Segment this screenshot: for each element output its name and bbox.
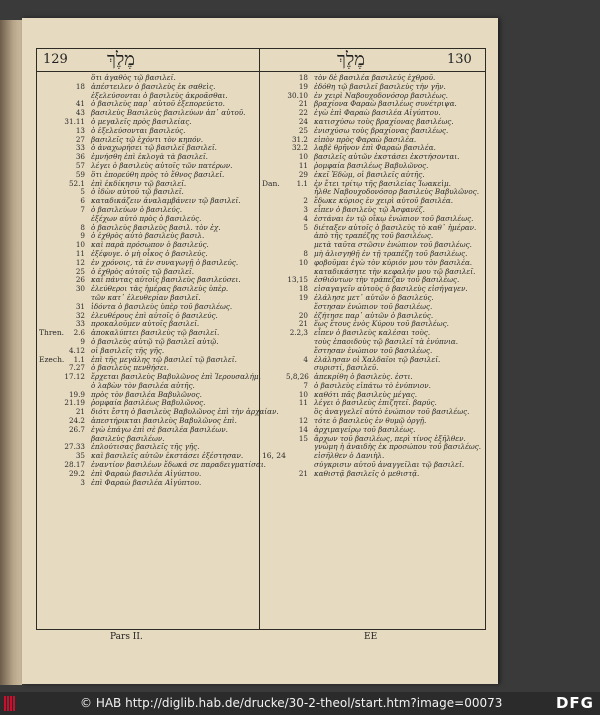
entry-text: ὁ βασιλεὺς εἰπάτω τὸ ἐνύπνιον. — [314, 380, 431, 390]
entry-text: φοβοῦμαι ἐγὼ τὸν κύριόν μου τὸν βασιλέα. — [314, 257, 473, 267]
entry-text: βασιλεῖς τῷ ἐχόντι τὸν κηπόν. — [91, 134, 204, 144]
verse-reference: 59 — [75, 169, 85, 179]
entry-text: ἐν χειρὶ Ναβουχοδονόσορ βασιλέως. — [314, 90, 448, 100]
verse-reference: 33 — [75, 319, 85, 329]
entry-text: ὅτι ἀγαθὸς τῷ βασιλεῖ. — [91, 73, 176, 82]
source-bar — [0, 692, 600, 715]
concordance-entry — [260, 470, 480, 479]
verse-reference: 13 — [75, 125, 85, 135]
verse-reference: 13,15 — [287, 275, 308, 285]
entry-text: τοὺς ἐπαοιδοὺς τῷ βασιλεῖ τὰ ἐνύπνια. — [314, 336, 459, 346]
verse-reference: 7 — [80, 204, 85, 214]
entry-text: ἐπὶ Φαραὼ βασιλέα Αἰγύπτου. — [91, 477, 202, 487]
verse-reference: 7.27 — [68, 363, 85, 373]
verse-reference: 24 — [298, 116, 308, 126]
entry-text: τὸν δὲ βασιλέα βασιλεύς ἐχθροῦ. — [314, 73, 436, 82]
verse-reference: 19 — [298, 292, 308, 302]
entry-text: ὁ ἐχθρὸς αὐτὸ βασιλεὺς βασιλ. — [91, 231, 205, 241]
entry-text: ἐξέφυγε. ὁ μὴ οἶκος ὁ βασιλεύς. — [91, 248, 208, 258]
entry-text: ὁ βασιλεύων ὁ βασιλεύς. — [91, 204, 183, 214]
entry-text: τῶν κατ᾽ ἐλευθερίαν βασιλεῖ. — [91, 292, 201, 302]
verse-reference: 19.9 — [68, 389, 85, 399]
entry-text: ἐλευθέρους ἐπὶ αὐτοῖς ὁ βασιλεύς. — [91, 310, 218, 320]
entry-text: καὶ βασιλεῖς αὐτῶν ἐκστάσει ἐξέστησαν. — [91, 451, 244, 461]
entry-text: ὁ λαβὼν τὸν βασιλέα αὐτῆς. — [91, 380, 195, 390]
entry-text: ἐσθιόντων τὴν τράπεζαν τοῦ βασιλέως. — [314, 275, 460, 285]
entry-text: ἀρχιμαγείρῳ τοῦ βασιλέως. — [314, 424, 416, 434]
verse-reference: 14 — [298, 424, 308, 434]
entry-text: οἱ βασιλεῖς τῆς γῆς. — [91, 345, 165, 355]
entry-text: ἐλεύθεροι τὰς ἡμέρας βασιλεὺς ὑπὲρ. — [91, 284, 229, 294]
book-page — [22, 18, 498, 684]
entry-text: εἰσῆλθεν ὁ Δανιὴλ. — [314, 451, 385, 461]
entry-text: ὁ ἐξελεύσονται βασιλεύς. — [91, 125, 186, 135]
verse-reference: 10 — [75, 240, 85, 250]
verse-reference: 4 — [303, 213, 308, 223]
entry-text: λέγει ὁ βασιλεὺς ἐπιζητεῖ. βαρύς. — [314, 398, 437, 408]
entry-text: εἶπεν ὁ βασιλεὺς τῷ Ἀσφανέζ. — [314, 204, 425, 214]
verse-reference: 8 — [303, 248, 308, 258]
verse-reference: 2.6 — [73, 328, 85, 338]
entry-text: εἶπεν ὁ βασιλεὺς καλέσαι τοὺς. — [314, 328, 431, 338]
verse-reference: 36 — [75, 152, 85, 162]
verse-reference: 2.2,3 — [289, 328, 308, 338]
entry-text: ἀποκαλύπτει βασιλεὺς τῷ βασιλεῖ. — [91, 328, 220, 338]
verse-reference: 6 — [80, 196, 85, 206]
book-abbrev: Ezech. — [39, 354, 65, 364]
book-abbrev: Thren. — [39, 328, 65, 338]
entry-text: ὁ βασιλεὺς αὐτῷ τῷ βασιλεῖ αὐτῷ. — [91, 336, 219, 346]
entry-text: καθιστᾷ βασιλεῖς ὁ μεθιστᾷ. — [314, 468, 420, 478]
adjacent-page-edge — [0, 20, 22, 685]
verse-reference: 12 — [75, 257, 85, 267]
verse-reference: 22 — [298, 108, 308, 118]
entry-text: ἀπεκρίθη ὁ βασιλεὺς. ἐστι. — [314, 372, 413, 382]
entry-text: γνώμη ἡ ἀναιδὴς ἐκ προσώπου τοῦ βασιλέως. — [314, 442, 482, 452]
entry-text: ὁ βασιλεὺς πενθήσει. — [91, 363, 169, 373]
entry-text: ὁ ἐχθρὸς αὐτοῖς τῷ βασιλεῖ. — [91, 266, 195, 276]
entry-text: κατισχύσω τοὺς βραχίονας βασιλέως. — [314, 116, 454, 126]
entry-text: καταδικάσητε τὴν κεφαλήν μου τῷ βασιλεῖ. — [314, 266, 476, 276]
verse-reference: 3 — [80, 477, 85, 487]
verse-reference: 2 — [303, 196, 308, 206]
entry-text: ἑστάναι ἐν τῷ οἴκῳ ἐνώπιον τοῦ βασιλέως. — [314, 213, 474, 223]
left-running-head: מֶלֶךְ — [107, 49, 135, 70]
verse-reference: 28.17 — [64, 460, 85, 470]
entry-text: ἰδόντα ὁ βασιλεὺς ὑπὲρ τοῦ βασιλέως. — [91, 301, 233, 311]
entry-text: ἐγὼ ἐπὶ Φαραὼ βασιλέα Αἰγύπτου. — [314, 108, 441, 118]
verse-reference: 33 — [75, 143, 85, 153]
verse-reference: 27 — [75, 134, 85, 144]
verse-reference: 25 — [75, 266, 85, 276]
entry-text: ὁ ἰδὼν αὐτοῦ τῷ βασιλεῖ. — [91, 187, 184, 197]
verse-reference: 10 — [298, 257, 308, 267]
verse-reference: 35 — [75, 451, 85, 461]
entry-text: ὁ βασιλεὺς βασιλεὺς βασιλ. τὸν ἐχ. — [91, 222, 221, 232]
entry-text: λαβὲ θρῆνον ἐπὶ Φαραὼ βασιλέα. — [314, 143, 436, 153]
entry-text: ῥομφαία βασιλέως Βαβυλῶνος. — [314, 160, 429, 170]
verse-reference: 11 — [298, 398, 308, 408]
verse-reference: 5,8,26 — [286, 372, 309, 382]
entry-text: τότε ὁ βασιλεὺς ἐν θυμῷ ὀργῇ. — [314, 416, 427, 426]
verse-reference: 17.12 — [64, 372, 85, 382]
entry-text: καθότι πᾶς βασιλεὺς μέγας. — [314, 389, 418, 399]
verse-reference: 31.2 — [291, 134, 308, 144]
entry-text: ἄρχων τοῦ βασιλέως, περὶ τίνος ἐξῆλθεν. — [314, 433, 466, 443]
verse-reference: 11 — [298, 160, 308, 170]
verse-reference: 5 — [80, 187, 85, 197]
entry-text: ἕως ἔτους ἑνὸς Κύρου τοῦ βασιλέως. — [314, 319, 449, 329]
entry-text: ἐλάλησαν οἱ Χαλδαῖοι τῷ βασιλεῖ. — [314, 354, 441, 364]
verse-reference: 4 — [303, 354, 308, 364]
entry-text: προκαλοῦμεν αὐτοῖς βασιλεῖ. — [91, 319, 200, 329]
verse-reference: 29 — [298, 169, 308, 179]
entry-text: ὃς ἀναγγελεῖ αὐτὸ ἐνώπιον τοῦ βασιλέως. — [314, 407, 470, 417]
verse-reference: 18 — [298, 284, 308, 294]
verse-reference: 4.12 — [68, 345, 85, 355]
entry-text: ὁ μεγαλεῖς πρὸς βασιλείας. — [91, 116, 192, 126]
entry-text: ὁ βασιλεὺς παρ᾽ αὐτοῦ ἐξεπορεύετο. — [91, 99, 225, 109]
entry-text: μὴ ἀλισγηθῇ ἐν τῇ τραπέζῃ τοῦ βασιλέως. — [314, 248, 468, 258]
verse-reference: 9 — [80, 231, 85, 241]
verse-reference: 21 — [298, 99, 308, 109]
entry-text: ἐπὶ τῆς μεγάλης τῷ βασιλεῖ τῷ βασιλεῖ. — [91, 354, 237, 364]
entry-text: ἐμνήσθη ἐπὶ ἐκλογὰ τὰ βασιλεῖ. — [91, 152, 208, 162]
entry-text: ἔστησαν ἐνώπιον τοῦ βασιλέως. — [314, 345, 433, 355]
entry-text: βασιλεὺς βασιλέων. — [91, 433, 165, 443]
verse-reference: 21 — [298, 319, 308, 329]
entry-text: καταδικάζειν ἀναλαμβάνειν τῷ βασιλεῖ. — [91, 196, 241, 206]
entry-text: ἦλθε Ναβουχοδονόσορ βασιλεὺς Βαβυλῶνος. — [314, 187, 480, 197]
entry-text: λέγει ὁ βασιλεὺς αὐτοῖς τῶν πατέρων. — [91, 160, 233, 170]
verse-reference: 5 — [303, 222, 308, 232]
entry-text: μετὰ ταῦτα στῶσιν ἐνώπιον τοῦ βασιλέως. — [314, 240, 472, 250]
right-running-head: מֶלֶךְ — [337, 49, 365, 70]
verse-reference: 43 — [75, 108, 85, 118]
book-abbrev: 16, 24 — [262, 451, 286, 461]
hab-logo-icon — [4, 696, 20, 711]
entry-text: βασιλεὺς Βασιλεὺς βασιλεύων ἀπ᾽ αὐτοῦ. — [91, 108, 246, 118]
entry-text: ὅτι ἐπορεύθη πρὸς τὸ ἔθνος βασιλεῖ. — [91, 169, 225, 179]
entry-text: ἐνισχύσω τοὺς βραχίονας βασιλέως. — [314, 125, 449, 135]
verse-reference: 32 — [75, 310, 85, 320]
verse-reference: 26 — [75, 275, 85, 285]
verse-reference: 32.2 — [291, 143, 308, 153]
entry-text: ἐναντίον βασιλέων ἔδωκά σε παραδειγματίσαι. — [91, 460, 266, 470]
verse-reference: 9 — [80, 336, 85, 346]
entry-text: ἔρχεται βασιλεὺς Βαβυλῶνος ἐπὶ Ἱερουσαλήμ. — [91, 372, 261, 382]
entry-text: ἐξέχων αὐτὸ πρὸς ὁ βασιλεύς. — [91, 213, 202, 223]
verse-reference: 31 — [75, 301, 85, 311]
entry-text: ἐζήτησε παρ᾽ αὐτῶν ὁ βασιλεύς. — [314, 310, 434, 320]
verse-reference: 24.2 — [68, 416, 85, 426]
entry-text: ἔστησαν ἐνώπιον τοῦ βασιλέως. — [314, 301, 433, 311]
entry-text: ἐξελεύσονται ὁ βασιλεὺς ἀκροᾶσθαι. — [91, 90, 228, 100]
entry-text: ῥομφαία βασιλέως Βαβυλῶνος. — [91, 398, 206, 408]
entry-text: εἰπὸν πρὸς Φαραὼ βασιλέα. — [314, 134, 417, 144]
header-rule — [37, 71, 485, 72]
verse-reference: 57 — [75, 160, 85, 170]
entry-text: ἐν χρόνοις, τὰ ἐν συναγωγῇ ὁ βασιλεύς. — [91, 257, 239, 267]
entry-text: ἐπὶ ἐκδίκησιν τῷ βασιλεῖ. — [91, 178, 187, 188]
verse-reference: 41 — [75, 99, 85, 109]
signature-footer: Pars II. — [110, 632, 143, 642]
entry-text: συριστί, βασιλεῦ. — [314, 363, 379, 373]
verse-reference: 26.7 — [68, 424, 85, 434]
concordance-entry — [37, 479, 257, 488]
verse-reference: 1.1 — [73, 354, 85, 364]
verse-reference: 27.33 — [64, 442, 85, 452]
entry-text: βραχίονα Φαραὼ βασιλέως συνέτριψα. — [314, 99, 457, 109]
entry-text: ἀπὸ τῆς τραπέζης τοῦ βασιλέως. — [314, 231, 434, 241]
entry-text: ἀπέστειλεν ὁ βασιλεὺς ἐκ σαθεὶς. — [91, 81, 216, 91]
verse-reference: 20 — [298, 310, 308, 320]
entry-text: καὶ πάντας αὐτοῖς βασιλεὺς βασιλεύσει. — [91, 275, 241, 285]
dfg-logo: DFG — [555, 694, 594, 712]
entry-text: ἐπὶ Φαραὼ βασιλέα Αἰγύπτου. — [91, 468, 202, 478]
verse-reference: 11 — [75, 248, 85, 258]
verse-reference: 1.1 — [296, 178, 308, 188]
verse-reference: 25 — [298, 125, 308, 135]
verse-reference: 10 — [298, 152, 308, 162]
verse-reference: 21 — [298, 468, 308, 478]
entry-text: ἐλάλησε μετ᾽ αὐτῶν ὁ βασιλεύς. — [314, 292, 434, 302]
verse-reference: 21.19 — [64, 398, 85, 408]
right-page-number: 130 — [447, 52, 472, 67]
entry-text: ἀπεστήρικται βασιλεὺς Βαβυλῶνος ἐπὶ. — [91, 416, 237, 426]
right-column — [260, 74, 480, 479]
entry-text: πρὸς τὸν βασιλέα Βαβυλῶνος. — [91, 389, 202, 399]
verse-reference: 8 — [80, 222, 85, 232]
entry-text: διότι ἔστη ὁ βασιλεὺς Βαβυλῶνος ἐπὶ τὴν ἀρχαίαν. — [91, 407, 279, 417]
entry-text: ἐδόθη τῷ βασιλεῖ βασιλεὺς τὴν γῆν. — [314, 81, 446, 91]
verse-reference: 29.2 — [68, 468, 85, 478]
verse-reference: 3 — [303, 204, 308, 214]
verse-reference: 52.1 — [68, 178, 85, 188]
verse-reference: 30.10 — [287, 90, 308, 100]
entry-text: ἐκεῖ Ἐδὼμ, οἱ βασιλεῖς αὐτῆς. — [314, 169, 425, 179]
verse-reference: 21 — [75, 407, 85, 417]
entry-text: ἐν ἔτει τρίτῳ τῆς βασιλείας Ἰωακεὶμ. — [314, 178, 451, 188]
verse-reference: 31.11 — [64, 116, 85, 126]
entry-text: ἔδωκε κύριος ἐν χειρὶ αὐτοῦ βασιλέα. — [314, 196, 453, 206]
entry-text: ἐγὼ ἐπάγω ἐπὶ σὲ βασιλέα βασιλέων. — [91, 424, 228, 434]
entry-text: βασιλεῖς αὐτῶν ἐκστάσει ἐκστήσονται. — [314, 152, 460, 162]
verse-reference: 15 — [298, 433, 308, 443]
verse-reference: 18 — [298, 73, 308, 82]
verse-reference: 12 — [298, 416, 308, 426]
entry-text: ὁ ἀναχωρήσει τῷ βασιλεῖ βασιλεῖ. — [91, 143, 217, 153]
verse-reference: 30 — [75, 284, 85, 294]
verse-reference: 18 — [75, 81, 85, 91]
text-frame — [36, 48, 486, 630]
left-page-number: 129 — [43, 52, 68, 67]
book-abbrev: Dan. — [262, 178, 280, 188]
verse-reference: 7 — [303, 380, 308, 390]
verse-reference: 19 — [298, 81, 308, 91]
catchword-footer: EE — [364, 632, 378, 642]
entry-text: εἰσαγαγεῖν αὐτοὺς ὁ βασιλεὺς εἰσήγαγεν. — [314, 284, 468, 294]
entry-text: διέταξεν αὐτοῖς ὁ βασιλεὺς τὸ καθ᾽ ἡμέραν. — [314, 222, 477, 232]
entry-text: καὶ παρὰ πρόσωπον ὁ βασιλεύς. — [91, 240, 209, 250]
entry-text: σύγκρισιν αὐτοῦ ἀναγγεῖλαι τῷ βασιλεῖ. — [314, 460, 465, 470]
entry-text: ἐπλούτισας βασιλεῖς τῆς γῆς. — [91, 442, 200, 452]
source-url[interactable]: © HAB http://diglib.hab.de/drucke/30-2-theol/start.htm?image=00073 — [80, 696, 503, 710]
verse-reference: 10 — [298, 389, 308, 399]
